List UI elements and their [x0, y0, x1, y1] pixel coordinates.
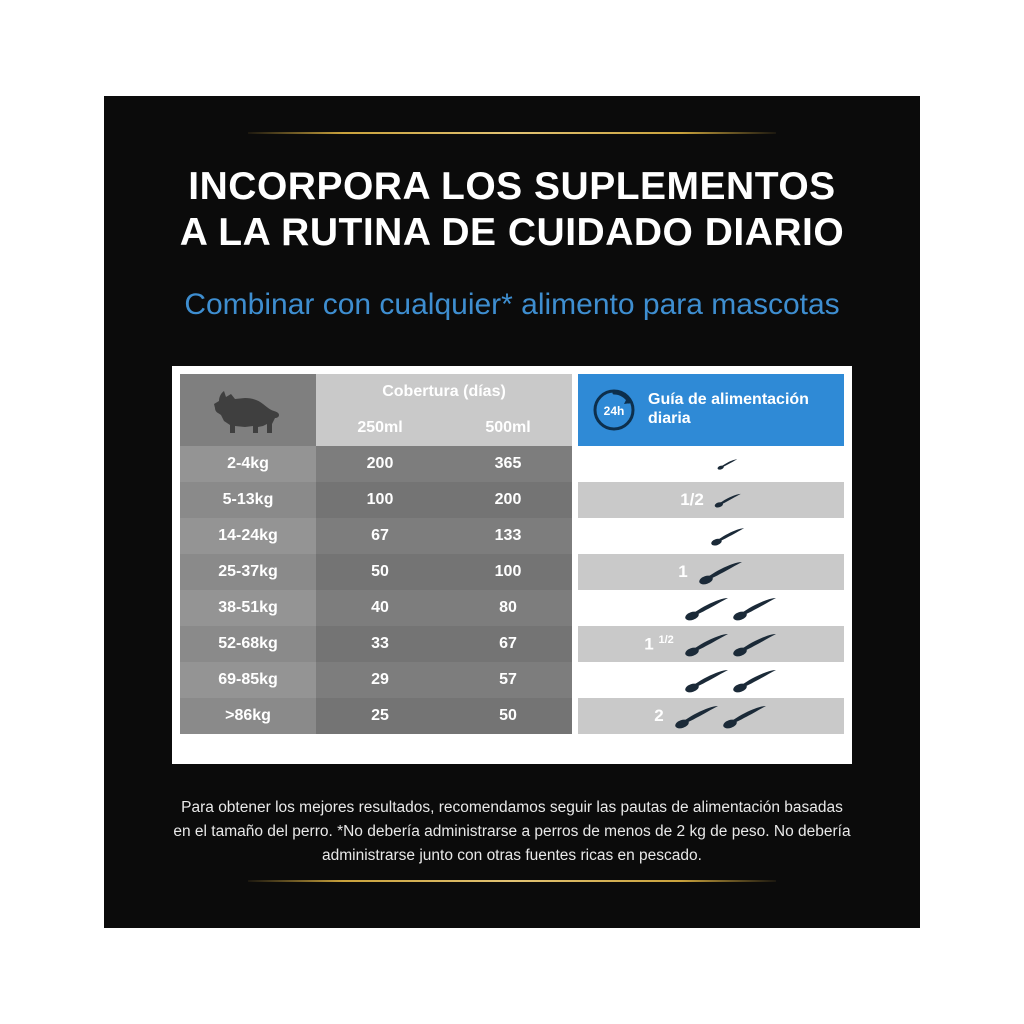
- coverage-500ml-cell: 50: [444, 698, 572, 734]
- table-row: [180, 590, 844, 626]
- coverage-250ml-cell: 200: [316, 446, 444, 482]
- title-line-1: INCORPORA LOS SUPLEMENTOS: [188, 165, 836, 208]
- column-gap: [572, 410, 578, 446]
- spoon-icons: [710, 526, 746, 546]
- spoon-icons: [717, 458, 738, 470]
- weight-cell: 14-24kg: [180, 518, 316, 554]
- dose-amount: 1 $^{3/4}$: [644, 669, 674, 690]
- spoon-icons: [714, 492, 742, 508]
- spoon-icons: [684, 667, 778, 693]
- title-line-2: A LA RUTINA DE CUIDADO DIARIO: [179, 211, 845, 255]
- dose-cell: [578, 626, 844, 662]
- spoon-icons: [698, 559, 744, 585]
- dose-amount: 2: [654, 706, 664, 725]
- dose-amount: 1 $^{1/2}$: [644, 633, 674, 654]
- guide-header-label: Guía de alimentación diaria: [648, 391, 809, 427]
- dose-cell: [578, 698, 844, 734]
- table-row: [180, 518, 844, 554]
- coverage-500ml-cell: 133: [444, 518, 572, 554]
- weight-cell: 5-13kg: [180, 482, 316, 518]
- coverage-250ml-cell: 25: [316, 698, 444, 734]
- 24h-clock-icon: [592, 388, 636, 432]
- coverage-250ml-cell: 40: [316, 590, 444, 626]
- coverage-500ml-cell: 80: [444, 590, 572, 626]
- weight-cell: 25-37kg: [180, 554, 316, 590]
- spoon-icons: [684, 631, 778, 657]
- dose-cell: [578, 482, 844, 518]
- dose-cell: [578, 590, 844, 626]
- coverage-500ml-cell: 200: [444, 482, 572, 518]
- weight-cell: >86kg: [180, 698, 316, 734]
- coverage-250ml-cell: 50: [316, 554, 444, 590]
- dose-amount: 3/4: [676, 526, 700, 545]
- weight-cell: 69-85kg: [180, 662, 316, 698]
- coverage-500ml-cell: 57: [444, 662, 572, 698]
- dose-cell: [578, 518, 844, 554]
- dose-amount: 1/2: [680, 490, 704, 509]
- table-header-row-1: [180, 374, 844, 410]
- table-row: [180, 626, 844, 662]
- header-250ml: 250ml: [316, 410, 444, 446]
- table-row: [180, 698, 844, 734]
- table-row: [180, 554, 844, 590]
- coverage-250ml-cell: 67: [316, 518, 444, 554]
- guide-header: [578, 374, 844, 446]
- feeding-table: [172, 366, 852, 764]
- dose-cell: [578, 446, 844, 482]
- header-500ml: 500ml: [444, 410, 572, 446]
- dose-amount: 1: [678, 562, 688, 581]
- dose-amount: 1 $^{1/4}$: [644, 597, 674, 618]
- weight-cell: 38-51kg: [180, 590, 316, 626]
- spoon-icons: [674, 703, 768, 729]
- dose-cell: [578, 554, 844, 590]
- info-panel: [104, 96, 920, 928]
- dose-amount: 1/4: [683, 454, 708, 473]
- page-title: [104, 164, 920, 256]
- coverage-250ml-cell: 100: [316, 482, 444, 518]
- page-subtitle: Combinar con cualquier* alimento para mascotas: [184, 288, 840, 321]
- weight-cell: 2-4kg: [180, 446, 316, 482]
- dose-cell: [578, 662, 844, 698]
- table-row: [180, 482, 844, 518]
- spoon-icons: [684, 595, 778, 621]
- coverage-250ml-cell: 33: [316, 626, 444, 662]
- coverage-500ml-cell: 100: [444, 554, 572, 590]
- footnote-text: Para obtener los mejores resultados, recomendamos seguir las pautas de alimentación basadas en el tamaño del perro. *No debería administrarse a perros de menos de 2 kg de peso. No debería administrarse junto con otras fuentes ricas en pescado.: [173, 799, 851, 865]
- coverage-500ml-cell: 365: [444, 446, 572, 482]
- table-row: [180, 446, 844, 482]
- coverage-250ml-cell: 29: [316, 662, 444, 698]
- gold-divider-bottom: [248, 880, 776, 882]
- svg-text:24h: 24h: [603, 404, 625, 418]
- table-row: [180, 662, 844, 698]
- gold-divider-top: [248, 132, 776, 134]
- weight-cell: 52-68kg: [180, 626, 316, 662]
- coverage-500ml-cell: 67: [444, 626, 572, 662]
- coverage-header: Cobertura (días): [316, 374, 572, 410]
- dog-icon: [180, 374, 316, 446]
